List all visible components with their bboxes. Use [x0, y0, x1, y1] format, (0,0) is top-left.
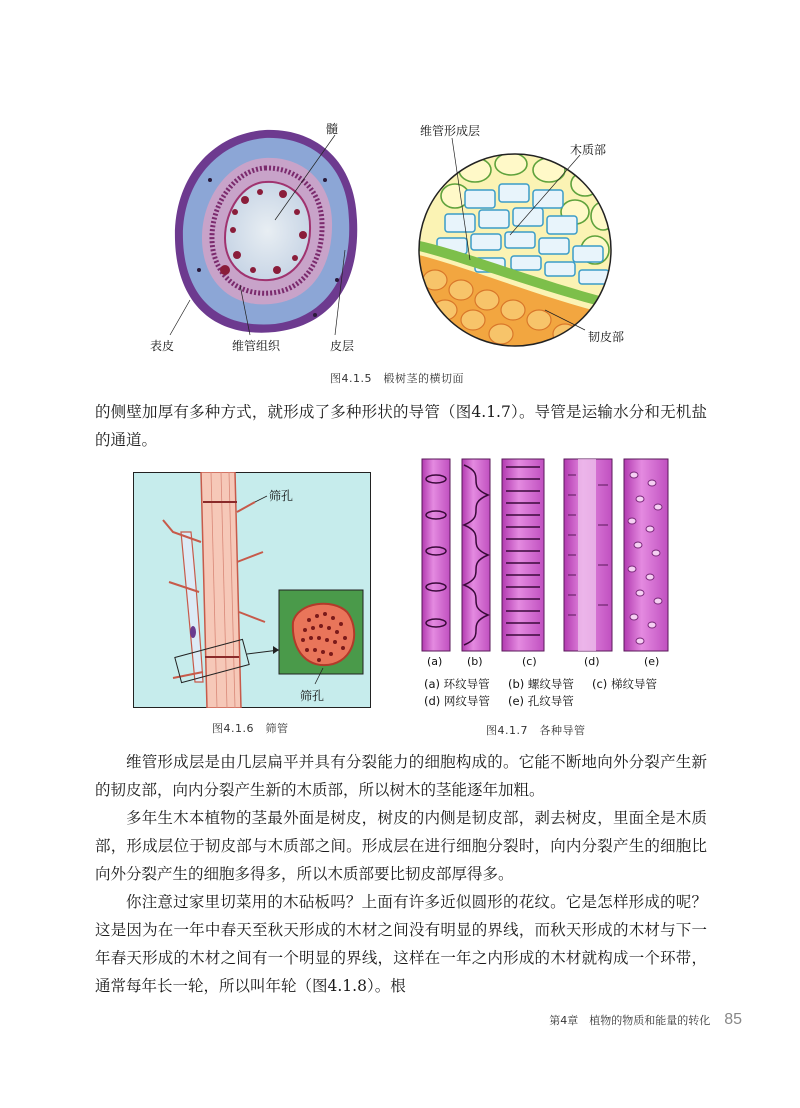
paragraph-annual-rings: 你注意过家里切菜用的木砧板吗？上面有许多近似圆形的花纹。它是怎样形成的呢？这是因为在一年中春天至秋天形成的木材之间没有明显的界线，而秋天形成的木材与下一年春天形成的木材之间有一个明显的界线，这样在一年之内形成的木材就构成一个环带，通常每年长一轮，所以叫年轮（图4.1.8）。根	[95, 893, 707, 995]
vessel-letter-a: (a)	[427, 655, 443, 668]
right-leader-lines	[440, 135, 640, 345]
paragraph-bark: 多年生木本植物的茎最外面是树皮，树皮的内侧是韧皮部，剥去树皮，里面全是木质部，形成层位于韧皮部与木质部之间。形成层在进行细胞分裂时，向内分裂产生的细胞比向外分裂产生的细胞多得多，所以木质部要比韧皮部厚得多。	[95, 809, 707, 883]
legend-spiral-vessel: (b) 螺纹导管	[508, 677, 574, 691]
vessel-letter-d: (d)	[584, 655, 600, 668]
label-phloem: 韧皮部	[588, 330, 625, 344]
page-number: 85	[724, 1011, 742, 1028]
vessel-letter-c: (c)	[522, 655, 537, 668]
figure-4-1-7-caption: 图4.1.7 各种导管	[486, 724, 586, 737]
label-cambium: 维管形成层	[420, 124, 481, 138]
legend-scalariform-vessel: (c) 梯纹导管	[592, 677, 657, 691]
vessel-letter-b: (b)	[467, 655, 483, 668]
sieve-tube-image	[133, 472, 371, 708]
vessel-letter-e: (e)	[644, 655, 660, 668]
paragraph-vessels	[95, 398, 707, 454]
vessel-types-image	[418, 455, 674, 655]
label-vascular-tissue: 维管组织	[232, 339, 281, 353]
left-leader-lines	[150, 125, 380, 340]
figure-4-1-5-caption: 图4.1.5 椴树茎的横切面	[330, 372, 464, 385]
legend-pitted-vessel: (e) 孔纹导管	[508, 694, 574, 708]
label-xylem: 木质部	[570, 143, 607, 157]
label-epidermis: 表皮	[150, 339, 175, 353]
body-paragraphs	[95, 748, 707, 1000]
legend-reticulate-vessel: (d) 网纹导管	[424, 694, 490, 708]
legend-ring-vessel: (a) 环纹导管	[424, 677, 490, 691]
chapter-title: 第4章 植物的物质和能量的转化	[549, 1014, 711, 1027]
page-footer	[549, 1011, 742, 1029]
label-sieve-pore-top: 筛孔	[269, 489, 294, 503]
paragraph-cambium: 维管形成层是由几层扁平并具有分裂能力的细胞构成的。它能不断地向外分裂产生新的韧皮部，向内分裂产生新的木质部，所以树木的茎能逐年加粗。	[95, 753, 707, 799]
label-pith: 髓	[326, 122, 339, 136]
figure-4-1-6-caption: 图4.1.6 筛管	[212, 722, 289, 735]
label-sieve-pore-bottom: 筛孔	[300, 689, 325, 703]
label-cortex: 皮层	[330, 339, 355, 353]
paragraph-vessels-text: 的侧壁加厚有多种方式，就形成了多种形状的导管（图4.1.7）。导管是运输水分和无机盐的通道。	[95, 403, 707, 449]
